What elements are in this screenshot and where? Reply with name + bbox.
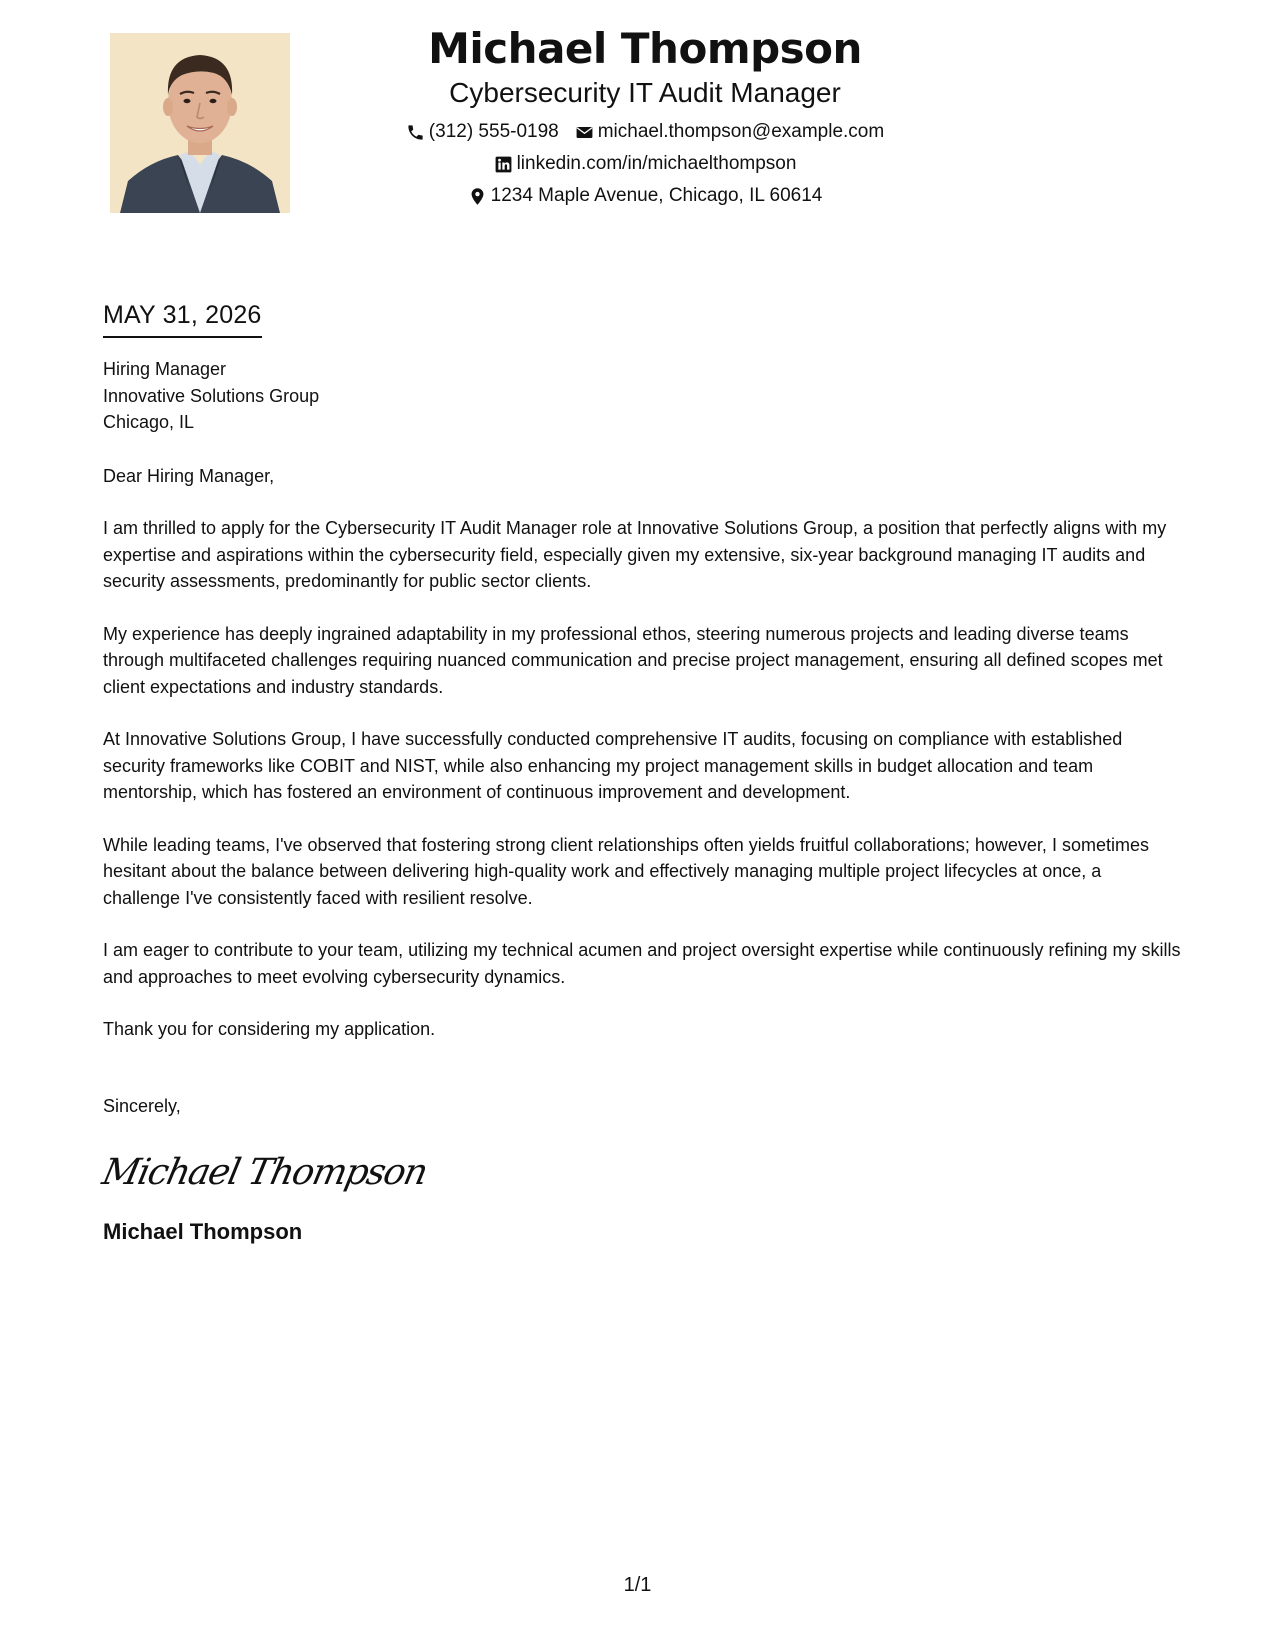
linkedin-link[interactable]: linkedin.com/in/michaelthompson xyxy=(516,153,797,174)
body-paragraph: At Innovative Solutions Group, I have successfully conducted comprehensive IT audits, focusing on compliance with established security frameworks like COBIT and NIST, while also enhancing my project management skills in budget allocation and team mentorship, which has fostered an environment of continuous improvement and development. xyxy=(103,729,1123,802)
salutation: Dear Hiring Manager, xyxy=(103,465,275,486)
body-paragraph: While leading teams, I've observed that fostering strong client relationships often yields fruitful collaborations; however, I sometimes hesitant about the balance between delivering high-quality work and effectively managing multiple project lifecycles at once, a challenge I've consistently faced with resilient resolve. xyxy=(103,834,1149,908)
job-title: Cybersecurity IT Audit Manager xyxy=(449,77,841,108)
page-number: 1/1 xyxy=(623,1574,652,1596)
address-text: 1234 Maple Avenue, Chicago, IL 60614 xyxy=(490,185,823,206)
contact-phone xyxy=(406,116,559,148)
letter-header xyxy=(330,22,960,212)
applicant-name: Michael Thompson xyxy=(428,24,862,73)
phone-text: (312) 555-0198 xyxy=(428,121,559,142)
signature-text: Michael Thompson xyxy=(98,1152,431,1193)
contact-linkedin xyxy=(494,148,797,180)
body-paragraph: Thank you for considering my application. xyxy=(103,1019,436,1039)
contact-row-phone-email xyxy=(330,116,960,148)
contact-row-linkedin xyxy=(330,148,960,180)
handwritten-signature xyxy=(98,1147,431,1199)
profile-photo xyxy=(110,33,290,213)
recipient-line: Innovative Solutions Group xyxy=(103,385,320,406)
contact-row-address xyxy=(330,180,960,212)
recipient-line: Hiring Manager xyxy=(103,359,227,379)
recipient-block xyxy=(103,356,1183,436)
linkedin-icon xyxy=(494,155,513,174)
map-pin-icon xyxy=(468,187,487,206)
phone-icon xyxy=(406,123,425,142)
body-paragraph: My experience has deeply ingrained adaptability in my professional ethos, steering numerous projects and leading diverse teams through multifaceted challenges requiring nuanced communication and precise project management, ensuring all defined scopes met client expectations and industry standards. xyxy=(103,623,1163,697)
envelope-icon xyxy=(575,123,594,142)
letter-body xyxy=(98,298,1183,1247)
contact-address xyxy=(468,180,823,212)
signer-name: Michael Thompson xyxy=(103,1219,303,1244)
letter-date: MAY 31, 2026 xyxy=(103,298,262,338)
body-paragraph: I am thrilled to apply for the Cybersecurity IT Audit Manager role at Innovative Solutions Group, a position that perfectly aligns with my expertise and aspirations within the cybersecurity field, especially given my extensive, six-year background managing IT audits and security assessments, predominantly for public sector clients. xyxy=(103,518,1167,591)
closing: Sincerely, xyxy=(103,1095,181,1116)
body-paragraph: I am eager to contribute to your team, utilizing my technical acumen and project oversight expertise while continuously refining my skills and approaches to meet evolving cybersecurity dynamics. xyxy=(103,940,1181,987)
email-link[interactable]: michael.thompson@example.com xyxy=(597,121,885,142)
contact-email xyxy=(575,116,884,148)
recipient-line: Chicago, IL xyxy=(103,412,195,432)
